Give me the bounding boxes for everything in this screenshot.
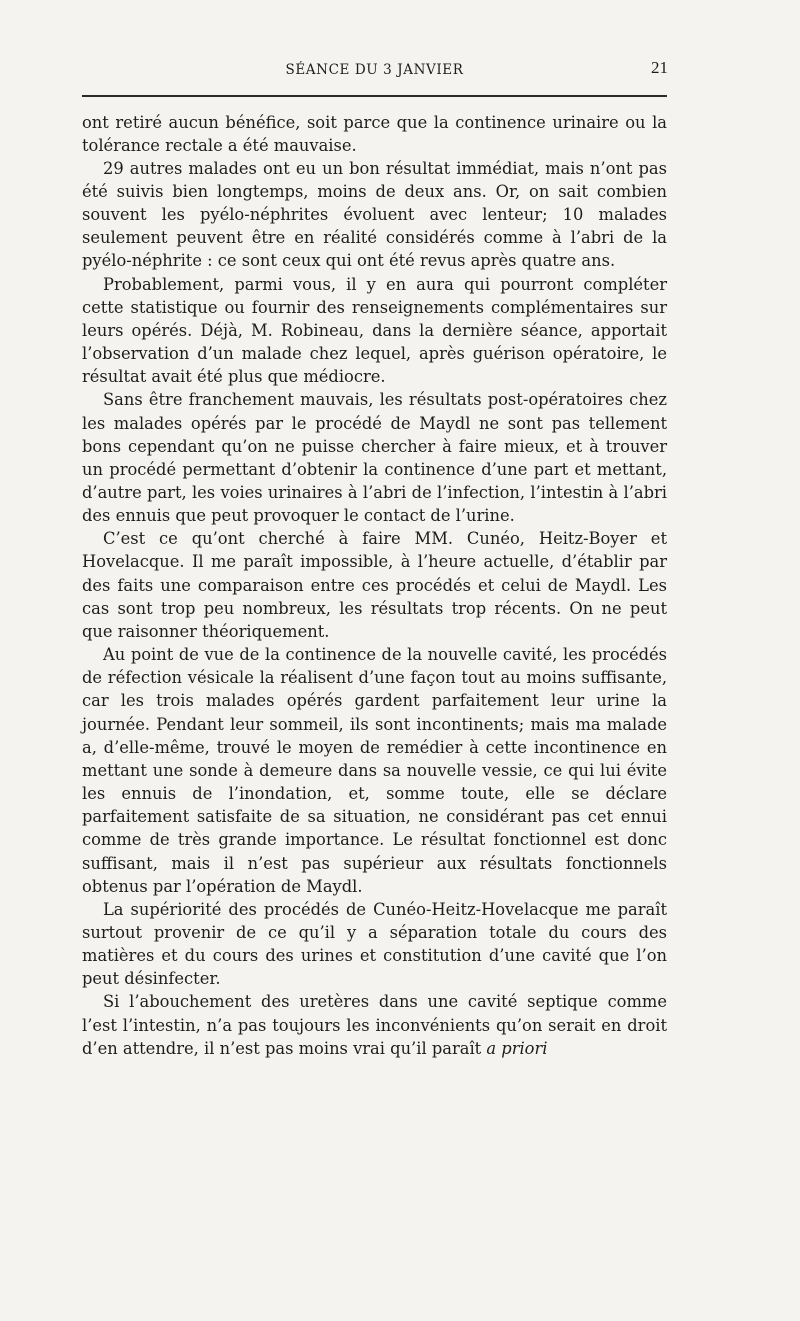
paragraph-8: [82, 990, 667, 1059]
paragraph-2: 29 autres malades ont eu un bon résultat immédiat, mais n’ont pas été suivis bien longtemps, moins de deux ans. Or, on sait combien souvent les pyélo-néphrites évoluent avec lenteur; 10 malades seulement peuvent être en réalité considérés comme à l’abri de la pyélo-néphrite : ce sont ceux qui ont été revus après quatre ans.: [82, 158, 667, 271]
header-rule: [82, 95, 667, 97]
paragraph-6: Au point de vue de la continence de la nouvelle cavité, les procédés de réfection vésicale la réalisent d’une façon tout au moins suffisante, car les trois malades opérés gardent parfaitement leur urine la journée. Pendant leur sommeil, ils sont incontinents; mais ma malade a, d’elle-même, trouvé le moyen de remédier à cette incontinence en mettant une sonde à demeure dans sa nouvelle vessie, ce qui lui évite les ennuis de l’inondation, et, somme toute, elle se déclare parfaitement satisfaite de sa situation, ne considérant pas cet ennui comme de très grande importance. Le résultat fonctionnel est donc suffisant, mais il n’est pas supérieur aux résultats fonctionnels obtenus par l’opération de Maydl.: [82, 645, 667, 896]
paragraph-1: ont retiré aucun bénéfice, soit parce que la continence urinaire ou la tolérance rectale a été mauvaise.: [82, 112, 667, 155]
running-title: SÉANCE DU 3 JANVIER: [285, 62, 464, 78]
paragraph-8-text: Si l’abouchement des uretères dans une cavité septique comme l’est l’intestin, n’a pas toujours les inconvénients qu’on serait en droit d’en attendre, il n’est pas moins vrai qu’il paraît: [82, 992, 667, 1058]
paragraph-4: Sans être franchement mauvais, les résultats post-opératoires chez les malades opérés par le procédé de Maydl ne sont pas tellement bons cependant qu’on ne puisse chercher à faire mieux, et à trouver un procédé permettant d’obtenir la continence d’une part et mettant, d’autre part, les voies urinaires à l’abri de l’infection, l’intestin à l’abri des ennuis que peut provoquer le contact de l’urine.: [82, 390, 667, 526]
paragraph-5: C’est ce qu’ont cherché à faire MM. Cunéo, Heitz-Boyer et Hovelacque. Il me paraît impossible, à l’heure actuelle, d’établir par des faits une comparaison entre ces procédés et celui de Maydl. Les cas sont trop peu nombreux, les résultats trop récents. On ne peut que raisonner théoriquement.: [82, 529, 667, 641]
running-head: [82, 58, 667, 86]
paragraph-7: La supériorité des procédés de Cunéo-Heitz-Hovelacque me paraît surtout provenir de ce qu’il y a séparation totale du cours des matières et du cours des urines et constitution d’une cavité que l’on peut désinfecter.: [82, 899, 667, 989]
paragraph-8-italic: a priori: [486, 1038, 548, 1058]
page-number: 21: [651, 58, 668, 77]
page: [82, 58, 667, 1060]
paragraph-3: Probablement, parmi vous, il y en aura qui pourront compléter cette statistique ou fournir des renseignements complémentaires sur leurs opérés. Déjà, M. Robineau, dans la dernière séance, apportait l’observation d’un malade chez lequel, après guérison opératoire, le résultat avait été plus que médiocre.: [82, 274, 667, 387]
body-text: [82, 111, 667, 1060]
